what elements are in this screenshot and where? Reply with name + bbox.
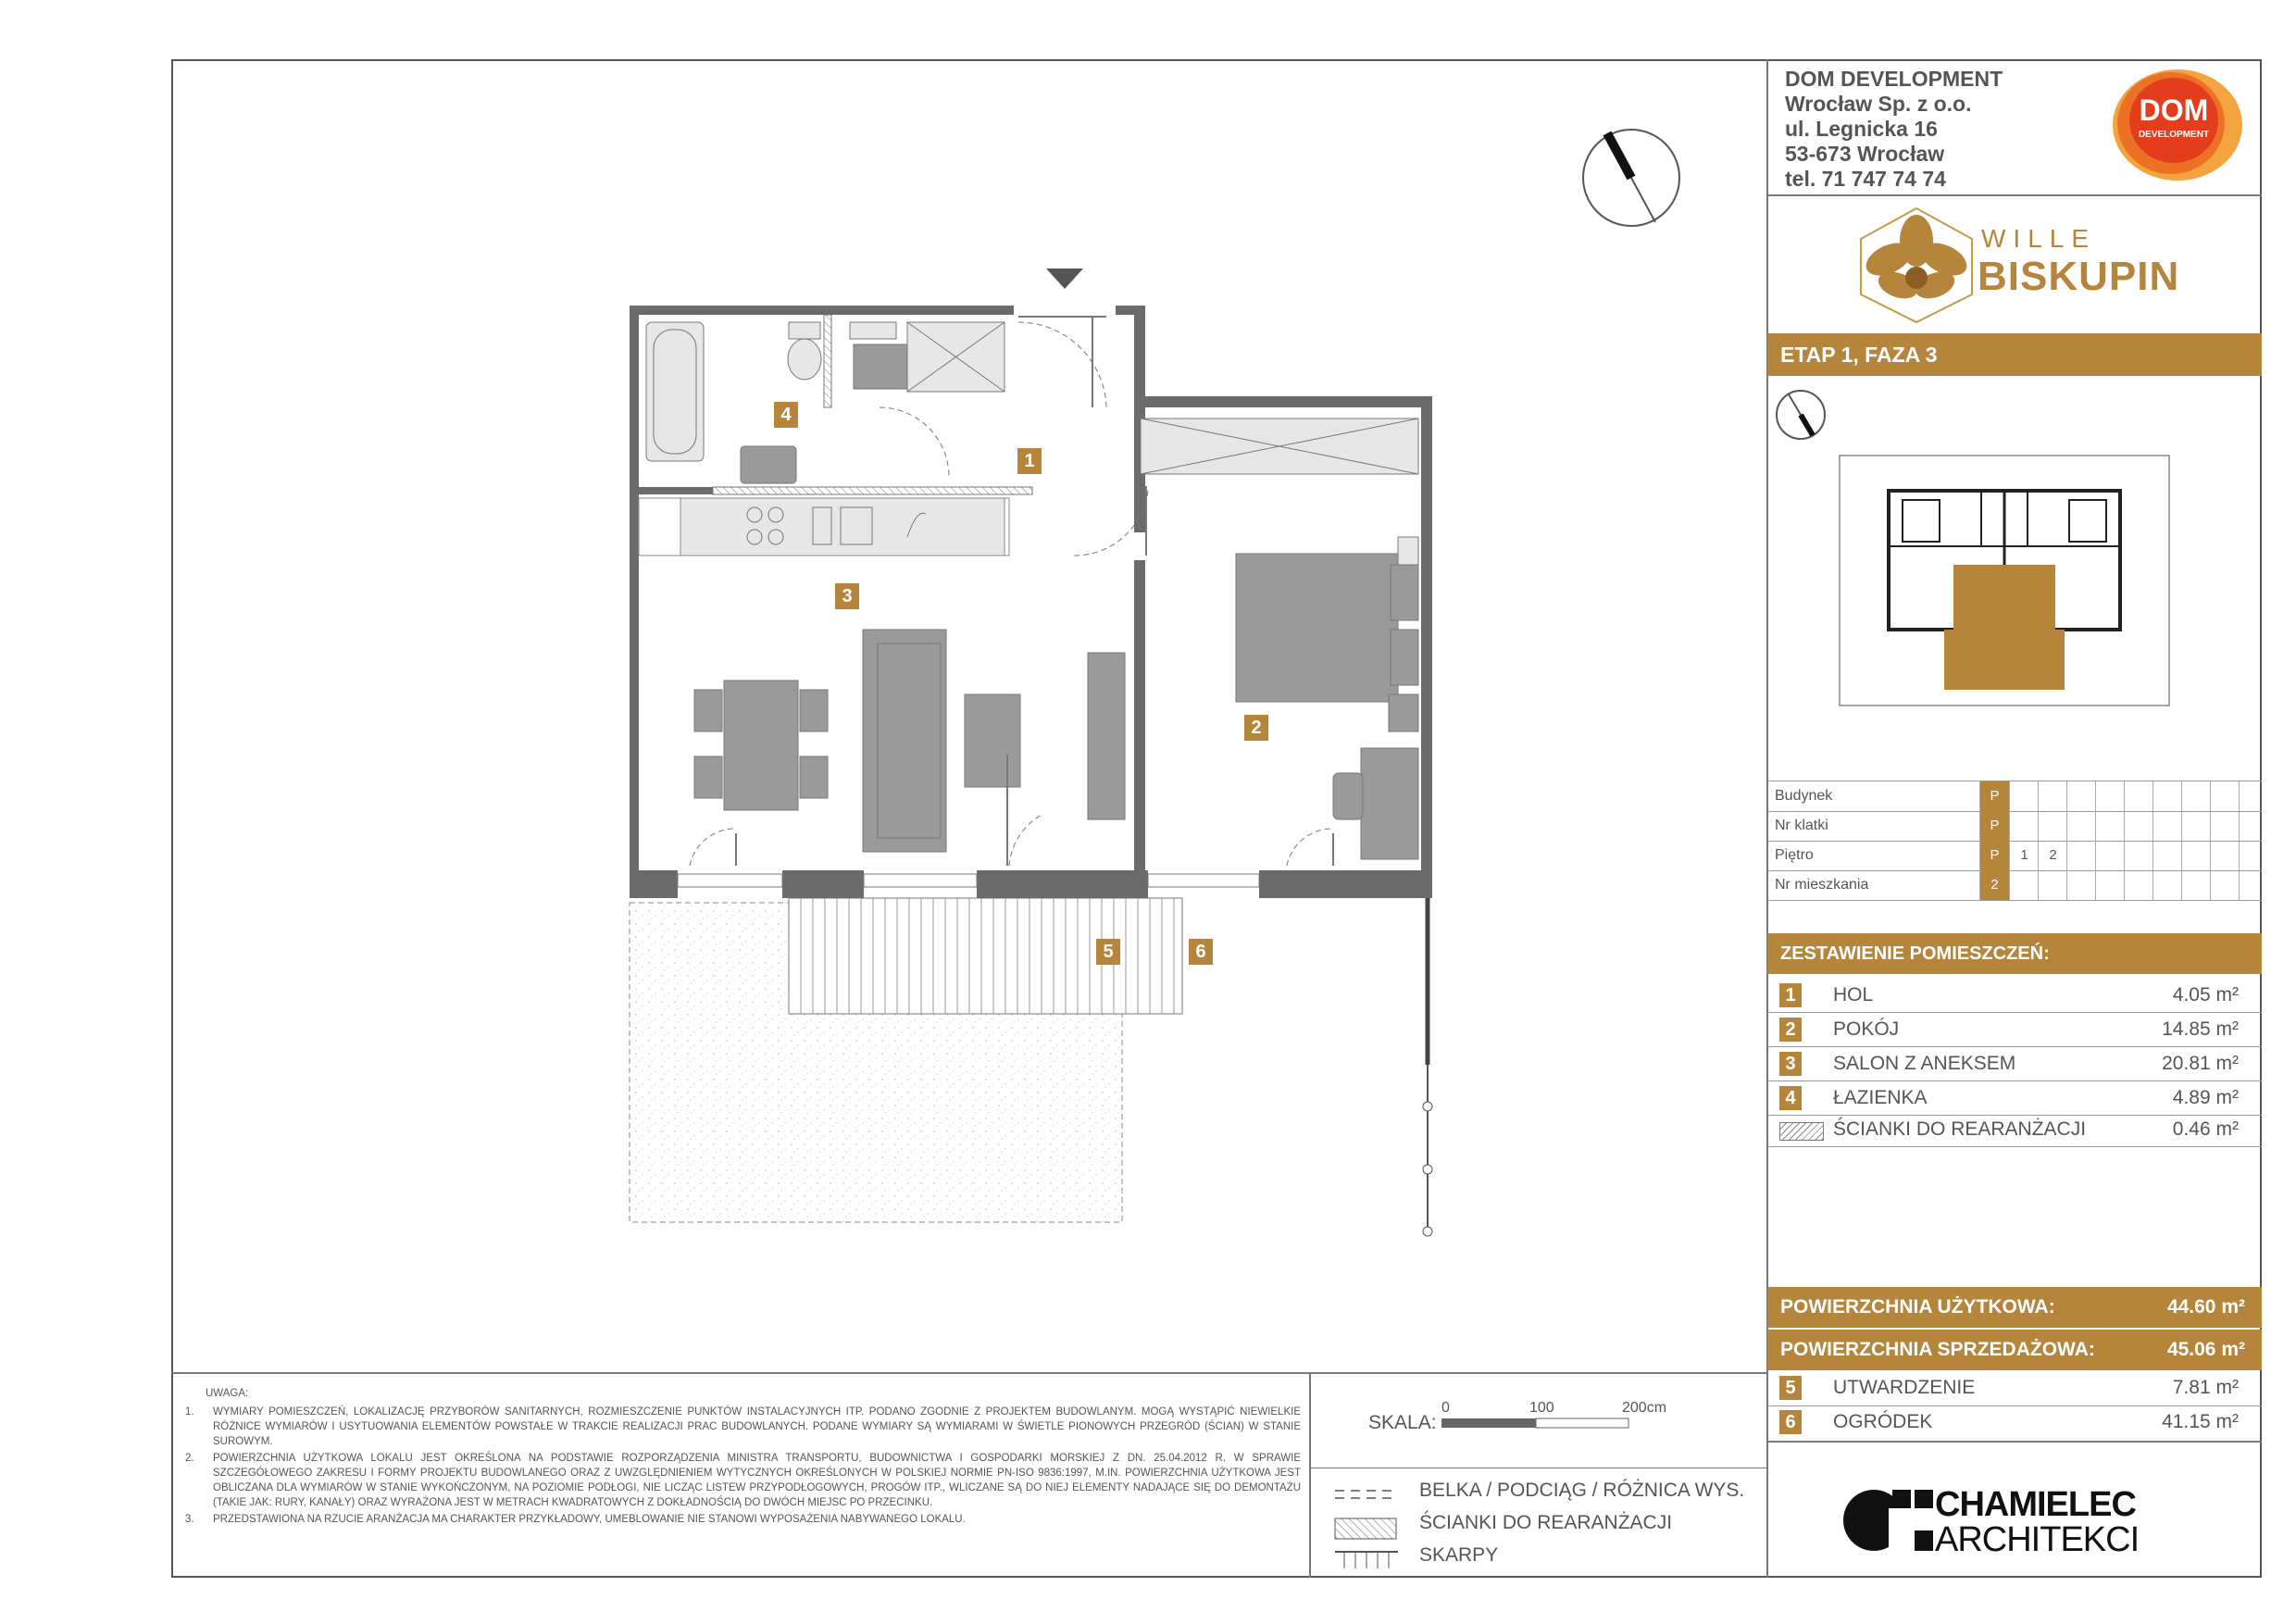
location-cell <box>2038 870 2067 900</box>
room-name: HOL <box>1833 984 1874 1006</box>
extra-number: 5 <box>1779 1376 1802 1400</box>
room-row <box>1778 1016 2250 1043</box>
location-cell <box>2210 811 2240 841</box>
note-number: 1. <box>185 1406 194 1418</box>
location-cell <box>2095 781 2125 811</box>
location-cell <box>2152 841 2182 870</box>
north-arrow-icon <box>1579 126 1683 230</box>
plan-label-5: 5 <box>1096 939 1120 965</box>
dom-logo-text: DOM <box>2139 94 2209 127</box>
usable-area-bar <box>1767 1287 2262 1328</box>
plan-label-6: 6 <box>1189 939 1213 965</box>
extra-area: 41.15 m² <box>2162 1411 2239 1432</box>
room-area: 14.85 m² <box>2162 1018 2239 1040</box>
note-item <box>185 1405 1301 1449</box>
note-item <box>185 1512 1301 1527</box>
room-name: SALON Z ANEKSEM <box>1833 1053 2016 1074</box>
room-number: 1 <box>1779 983 1802 1007</box>
company-address <box>1785 67 2003 192</box>
extra-name: OGRÓDEK <box>1833 1411 1933 1432</box>
room-area: 4.05 m² <box>2172 984 2239 1006</box>
partition-hatch-icon <box>1779 1122 1824 1141</box>
bottom-divider <box>171 1372 1768 1374</box>
note-number: 2. <box>185 1453 194 1464</box>
extra-area: 7.81 m² <box>2172 1377 2239 1398</box>
location-cell <box>2181 870 2211 900</box>
extra-name: UTWARDZENIE <box>1833 1377 1976 1398</box>
location-cell <box>2095 870 2125 900</box>
room-row <box>1778 1084 2250 1112</box>
dom-logo-sub: DEVELOPMENT <box>2138 130 2210 140</box>
site-key-plan <box>1838 454 2171 708</box>
partition-name: ŚCIANKI DO REARANŻACJI <box>1833 1118 2087 1140</box>
stage-bar: ETAP 1, FAZA 3 <box>1767 333 2262 376</box>
partition-row <box>1778 1116 2250 1143</box>
architect-name: CHAMIELEC <box>1935 1485 2136 1524</box>
location-cell <box>2210 781 2240 811</box>
notes-block <box>185 1386 1301 1529</box>
location-cell: P <box>1979 811 2009 841</box>
room-row <box>1778 981 2250 1009</box>
location-cell <box>2239 841 2268 870</box>
location-cell <box>2181 841 2211 870</box>
location-cell <box>2124 870 2153 900</box>
location-cell <box>2239 870 2268 900</box>
location-cell <box>2181 811 2211 841</box>
rooms-header: ZESTAWIENIE POMIESZCZEŃ: <box>1767 933 2262 974</box>
scale-bar <box>1441 1417 1631 1430</box>
company-city: 53-673 Wrocław <box>1785 142 1945 166</box>
location-row <box>1767 811 2262 841</box>
company-phone: tel. 71 747 74 74 <box>1785 167 1946 191</box>
location-cell <box>2095 841 2125 870</box>
scale-tick-1: 100 <box>1529 1400 1554 1416</box>
location-cell <box>2038 781 2067 811</box>
location-cell <box>2066 841 2096 870</box>
project-biskupin: BISKUPIN <box>1978 254 2180 299</box>
partition-area: 0.46 m² <box>2172 1118 2239 1140</box>
location-row <box>1767 781 2262 811</box>
plan-label-3: 3 <box>835 583 859 609</box>
location-cell <box>2152 811 2182 841</box>
room-number: 2 <box>1779 1018 1802 1042</box>
location-cell <box>2124 841 2153 870</box>
legend-icons <box>1333 1480 1400 1572</box>
sales-area-label: POWIERZCHNIA SPRZEDAŻOWA: <box>1780 1339 2095 1360</box>
sales-area-value: 45.06 m² <box>2166 1339 2245 1360</box>
room-area: 4.89 m² <box>2172 1087 2239 1108</box>
location-cell: P <box>1979 841 2009 870</box>
location-row <box>1767 870 2262 900</box>
room-number: 3 <box>1779 1052 1802 1076</box>
location-cell <box>2124 811 2153 841</box>
scale-tick-2: 200cm <box>1622 1400 1667 1416</box>
legend-beam: BELKA / PODCIĄG / RÓŻNICA WYS. <box>1419 1480 1745 1501</box>
terrace <box>789 898 1182 1014</box>
legend-partition: ŚCIANKI DO REARANŻACJI <box>1419 1512 1673 1533</box>
location-cell <box>2239 811 2268 841</box>
location-cell <box>2210 841 2240 870</box>
legend-slopes: SKARPY <box>1419 1544 1499 1566</box>
location-cell <box>2095 811 2125 841</box>
floor-plan <box>620 259 1481 1241</box>
location-cell <box>2038 811 2067 841</box>
dom-development-logo <box>2102 63 2250 188</box>
location-label: Nr mieszkania <box>1775 877 1869 893</box>
company-line2: Wrocław Sp. z o.o. <box>1785 92 1972 116</box>
note-text: PRZEDSTAWIONA NA RZUCIE ARANŻACJA MA CHARAKTER PRZYKŁADOWY, UMEBLOWANIE NIE STANOWI WYPOSAŻENIA NABYWANEGO LOKALU. <box>213 1514 966 1525</box>
location-cell <box>2009 870 2039 900</box>
location-cell <box>2152 781 2182 811</box>
extra-row <box>1778 1408 2250 1436</box>
location-cell <box>2066 870 2096 900</box>
chamielec-logo-icon <box>1842 1486 1935 1555</box>
plan-label-2: 2 <box>1244 715 1268 741</box>
room-area: 20.81 m² <box>2162 1053 2239 1074</box>
scale-label: SKALA: <box>1368 1412 1437 1433</box>
room-name: ŁAZIENKA <box>1833 1087 1928 1108</box>
location-label: Nr klatki <box>1775 818 1828 833</box>
location-cell <box>2066 781 2096 811</box>
project-wille: WILLE <box>1981 224 2097 253</box>
location-cell <box>2066 811 2096 841</box>
architect-sub: ARCHITEKCI <box>1935 1520 2140 1559</box>
location-cell: P <box>1979 781 2009 811</box>
location-cell: 2 <box>2038 841 2067 870</box>
location-cell <box>2124 781 2153 811</box>
location-cell: 1 <box>2009 841 2039 870</box>
usable-area-value: 44.60 m² <box>2166 1296 2245 1318</box>
location-cell: 2 <box>1979 870 2009 900</box>
site-compass-icon <box>1773 387 1828 443</box>
location-cell <box>2239 781 2268 811</box>
room-name: POKÓJ <box>1833 1018 1900 1040</box>
room-row <box>1778 1050 2250 1078</box>
sales-area-bar <box>1767 1330 2262 1370</box>
location-cell <box>2009 811 2039 841</box>
extra-row <box>1778 1374 2250 1402</box>
location-cell <box>2181 781 2211 811</box>
room-number: 4 <box>1779 1086 1802 1110</box>
note-item <box>185 1451 1301 1510</box>
location-label: Budynek <box>1775 788 1833 804</box>
location-cell <box>2210 870 2240 900</box>
note-text: WYMIARY POMIESZCZEŃ, LOKALIZACJĘ PRZYBORÓW SANITARNYCH, ROZMIESZCZENIE PUNKTÓW INSTALACYJNYCH ITP. PODANO ZGODNIE Z PROJEKTEM BUDOWLANYM. MOGĄ WYSTĄPIĆ NIEWIELKIE RÓŻNICE WYMIARÓW I USYTUOWANIA ELEMENTÓW POWSTAŁE W TRAKCIE REALIZACJI PRAC BUDOWLANYCH. PODANE WYMIARY SĄ WYMIARAMI W ŚWIETLE PIONOWYCH PRZEGRÓD (ŚCIAN) W STANIE SUROWYM. <box>213 1406 1301 1447</box>
note-number: 3. <box>185 1514 194 1525</box>
location-label: Piętro <box>1775 847 1814 863</box>
note-text: POWIERZCHNIA UŻYTKOWA LOKALU JEST OKREŚLONA NA PODSTAWIE ROZPORZĄDZENIA MINISTRA TRANSPORTU, BUDOWNICTWA I GOSPODARKI MORSKIEJ Z DN. 25.04.2012 R. W SPRAWIE SZCZEGÓŁOWEGO ZAKRESU I FORMY PROJEKTU BUDOWLANEGO ORAZ Z UWZGLĘDNIENIEM WYTYCZNYCH OKREŚLONYCH W POLSKIEJ NORMIE PN-ISO 9836:1997, M.IN. POWIERZCHNIA UŻYTKOWA JEST OBLICZANA DLA WYMIARÓW W STANIE WYKOŃCZONYM, NA POZIOMIE PODŁOGI, NIE LICZĄC LISTEW PRZYPODŁOGOWYCH, PROGÓW ITP., WLICZANE SĄ DO NIEJ ELEMENTY NADAJĄCE SIĘ DO DEMONTAŻU (TAKIE JAK: RURY, KANAŁY) ORAZ WYRAŻONA JEST W METRACH KWADRATOWYCH Z DOKŁADNOŚCIĄ DO DWÓCH MIEJSC PO PRZECINKU. <box>213 1453 1301 1508</box>
scale-tick-0: 0 <box>1441 1400 1450 1416</box>
location-cell <box>2152 870 2182 900</box>
company-street: ul. Legnicka 16 <box>1785 117 1938 141</box>
extra-number: 6 <box>1779 1410 1802 1434</box>
company-name: DOM DEVELOPMENT <box>1785 67 2003 91</box>
usable-area-label: POWIERZCHNIA UŻYTKOWA: <box>1780 1296 2055 1318</box>
oak-leaf-icon <box>1847 204 1986 324</box>
notes-title: UWAGA: <box>206 1388 249 1399</box>
location-cell <box>2009 781 2039 811</box>
plan-label-4: 4 <box>774 402 798 428</box>
bottom-divider-v <box>1309 1372 1311 1578</box>
plan-label-1: 1 <box>1017 448 1042 474</box>
location-row <box>1767 841 2262 870</box>
